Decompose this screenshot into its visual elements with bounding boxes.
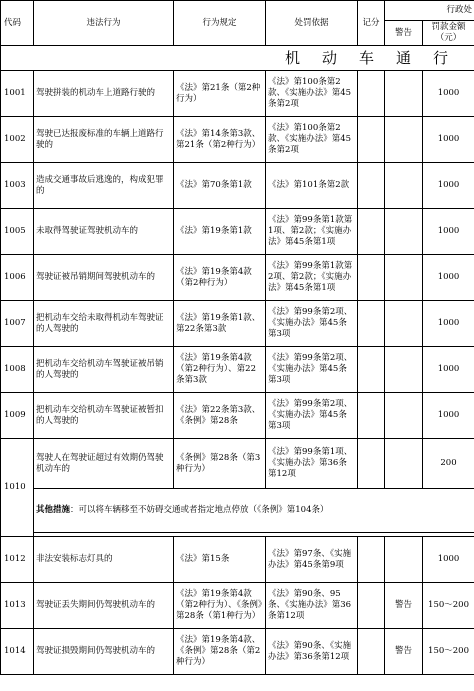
row-rule: 《法》第19条第4款（第2种行为）、《条例》第28条（第1种行为）	[174, 583, 266, 629]
row-basis: 《法》第99条第1款第1项、第2款；《实施办法》第45条第1项	[266, 209, 358, 255]
row-rule: 《法》第21条（第2种行为）	[174, 71, 266, 117]
row-fine: 1000	[423, 117, 474, 163]
row-fine: 1000	[423, 347, 474, 393]
row-act: 非法安装标志灯具的	[34, 537, 174, 583]
row-fine: 1000	[423, 71, 474, 117]
row-warn	[385, 117, 423, 163]
section-title: 机动车通行	[1, 46, 474, 71]
row-act: 把机动车交给机动车驾驶证被暂扣的人驾驶的	[34, 393, 174, 439]
row-warn: 警告	[385, 629, 423, 675]
row-score	[358, 117, 385, 163]
row-score	[358, 71, 385, 117]
header-admin: 行政处	[385, 1, 474, 21]
row-code: 1005	[1, 209, 34, 255]
row-rule: 《法》第70条第1款	[174, 163, 266, 209]
row-score	[358, 347, 385, 393]
row-code: 1008	[1, 347, 34, 393]
row-warn	[385, 393, 423, 439]
row-fine: 1000	[423, 301, 474, 347]
other-measures-label: 其他措施	[36, 505, 71, 515]
table-row	[1, 255, 474, 301]
row-code: 1003	[1, 163, 34, 209]
row-basis: 《法》第101条第2款	[266, 163, 358, 209]
row-code: 1002	[1, 117, 34, 163]
row-code: 1014	[1, 629, 34, 675]
row-basis: 《法》第99条第1款第2项、第2款；《实施办法》第45条第1项	[266, 255, 358, 301]
row-rule: 《条例》第28条（第3种行为）	[174, 439, 266, 489]
row-code: 1009	[1, 393, 34, 439]
row-warn	[385, 439, 423, 489]
row-warn	[385, 537, 423, 583]
row-code: 1001	[1, 71, 34, 117]
row-score	[358, 537, 385, 583]
row-warn: 警告	[385, 583, 423, 629]
row-act: 未取得驾驶证驾驶机动车的	[34, 209, 174, 255]
row-basis: 《法》第97条、《实施办法》第45条第9项	[266, 537, 358, 583]
row-score	[358, 583, 385, 629]
row-code: 1007	[1, 301, 34, 347]
table-row	[1, 537, 474, 583]
header-score: 记分	[358, 1, 385, 46]
row-score	[358, 255, 385, 301]
table-row	[1, 163, 474, 209]
header-act: 违法行为	[34, 1, 174, 46]
row-warn	[385, 255, 423, 301]
row-basis: 《法》第90条、95条、《实施办法》第36条第12项	[266, 583, 358, 629]
row-basis: 《法》第99条第2项、《实施办法》第45条第3项	[266, 347, 358, 393]
table-row	[1, 347, 474, 393]
row-fine: 1000	[423, 255, 474, 301]
table-row	[1, 71, 474, 117]
row-warn	[385, 163, 423, 209]
row-act: 造成交通事故后逃逸的，构成犯罪的	[34, 163, 174, 209]
table-row	[1, 301, 474, 347]
row-score	[358, 393, 385, 439]
row-code: 1006	[1, 255, 34, 301]
table-row	[1, 583, 474, 629]
row-rule: 《法》第19条第4款（第2种行为）、第22条第3款	[174, 347, 266, 393]
row-act: 驾驶人在驾驶证超过有效期仍驾驶机动车的	[34, 439, 174, 489]
row-fine: 1000	[423, 393, 474, 439]
row-basis: 《法》第90条、《实施办法》第36条第12项	[266, 629, 358, 675]
other-measures-row	[1, 489, 474, 533]
row-fine: 1000	[423, 163, 474, 209]
row-rule: 《法》第19条第1款	[174, 209, 266, 255]
row-basis: 《法》第99条第2项、《实施办法》第45条第3项	[266, 301, 358, 347]
row-rule: 《法》第15条	[174, 537, 266, 583]
row-basis: 《法》第99条第2项、《实施办法》第45条第3项	[266, 393, 358, 439]
table-row	[1, 629, 474, 675]
table-row	[1, 439, 474, 489]
row-rule: 《法》第19条第4款、《条例》第28条（第2种行为）	[174, 629, 266, 675]
other-measures-text: ：可以将车辆移至不妨碍交通或者指定地点停放（《条例》第104条）	[70, 505, 329, 515]
row-rule: 《法》第19条第1款、第22条第3款	[174, 301, 266, 347]
row-score	[358, 629, 385, 675]
row-warn	[385, 301, 423, 347]
row-fine: 1000	[423, 537, 474, 583]
row-act: 驾驶证损毁期间仍驾驶机动车的	[34, 629, 174, 675]
row-act: 驾驶拼装的机动车上道路行驶的	[34, 71, 174, 117]
header-code: 代码	[1, 1, 34, 46]
row-score	[358, 163, 385, 209]
row-rule: 《法》第22条第3款、《条例》第28条	[174, 393, 266, 439]
table-row	[1, 209, 474, 255]
row-fine: 150～200	[423, 583, 474, 629]
row-code: 1012	[1, 537, 34, 583]
row-code: 1010	[1, 439, 34, 537]
row-act: 驾驶已达报废标准的车辆上道路行驶的	[34, 117, 174, 163]
row-fine: 150～200	[423, 629, 474, 675]
row-warn	[385, 209, 423, 255]
row-act: 把机动车交给未取得机动车驾驶证的人驾驶的	[34, 301, 174, 347]
row-score	[358, 439, 385, 489]
row-rule: 《法》第19条第4款（第2种行为）	[174, 255, 266, 301]
row-fine: 200	[423, 439, 474, 489]
row-score	[358, 209, 385, 255]
row-basis: 《法》第100条第2款、《实施办法》第45条第2项	[266, 117, 358, 163]
row-code: 1013	[1, 583, 34, 629]
row-fine: 1000	[423, 209, 474, 255]
row-warn	[385, 71, 423, 117]
row-act: 驾驶证丢失期间仍驾驶机动车的	[34, 583, 174, 629]
header-rule: 行为规定	[174, 1, 266, 46]
other-measures	[34, 489, 474, 533]
row-act: 把机动车交给机动车驾驶证被吊销的人驾驶的	[34, 347, 174, 393]
row-basis: 《法》第100条第2款、《实施办法》第45条第2项	[266, 71, 358, 117]
header-warn: 警告	[385, 21, 423, 46]
row-basis: 《法》第99条第1项、《实施办法》第36条第12项	[266, 439, 358, 489]
row-act: 驾驶证被吊销期间驾驶机动车的	[34, 255, 174, 301]
table-row	[1, 117, 474, 163]
header-fine: 罚款金额（元）	[423, 21, 474, 46]
table-row	[1, 393, 474, 439]
row-warn	[385, 347, 423, 393]
header-basis: 处罚依据	[266, 1, 358, 46]
row-score	[358, 301, 385, 347]
row-rule: 《法》第14条第3款、第21条（第2种行为）	[174, 117, 266, 163]
